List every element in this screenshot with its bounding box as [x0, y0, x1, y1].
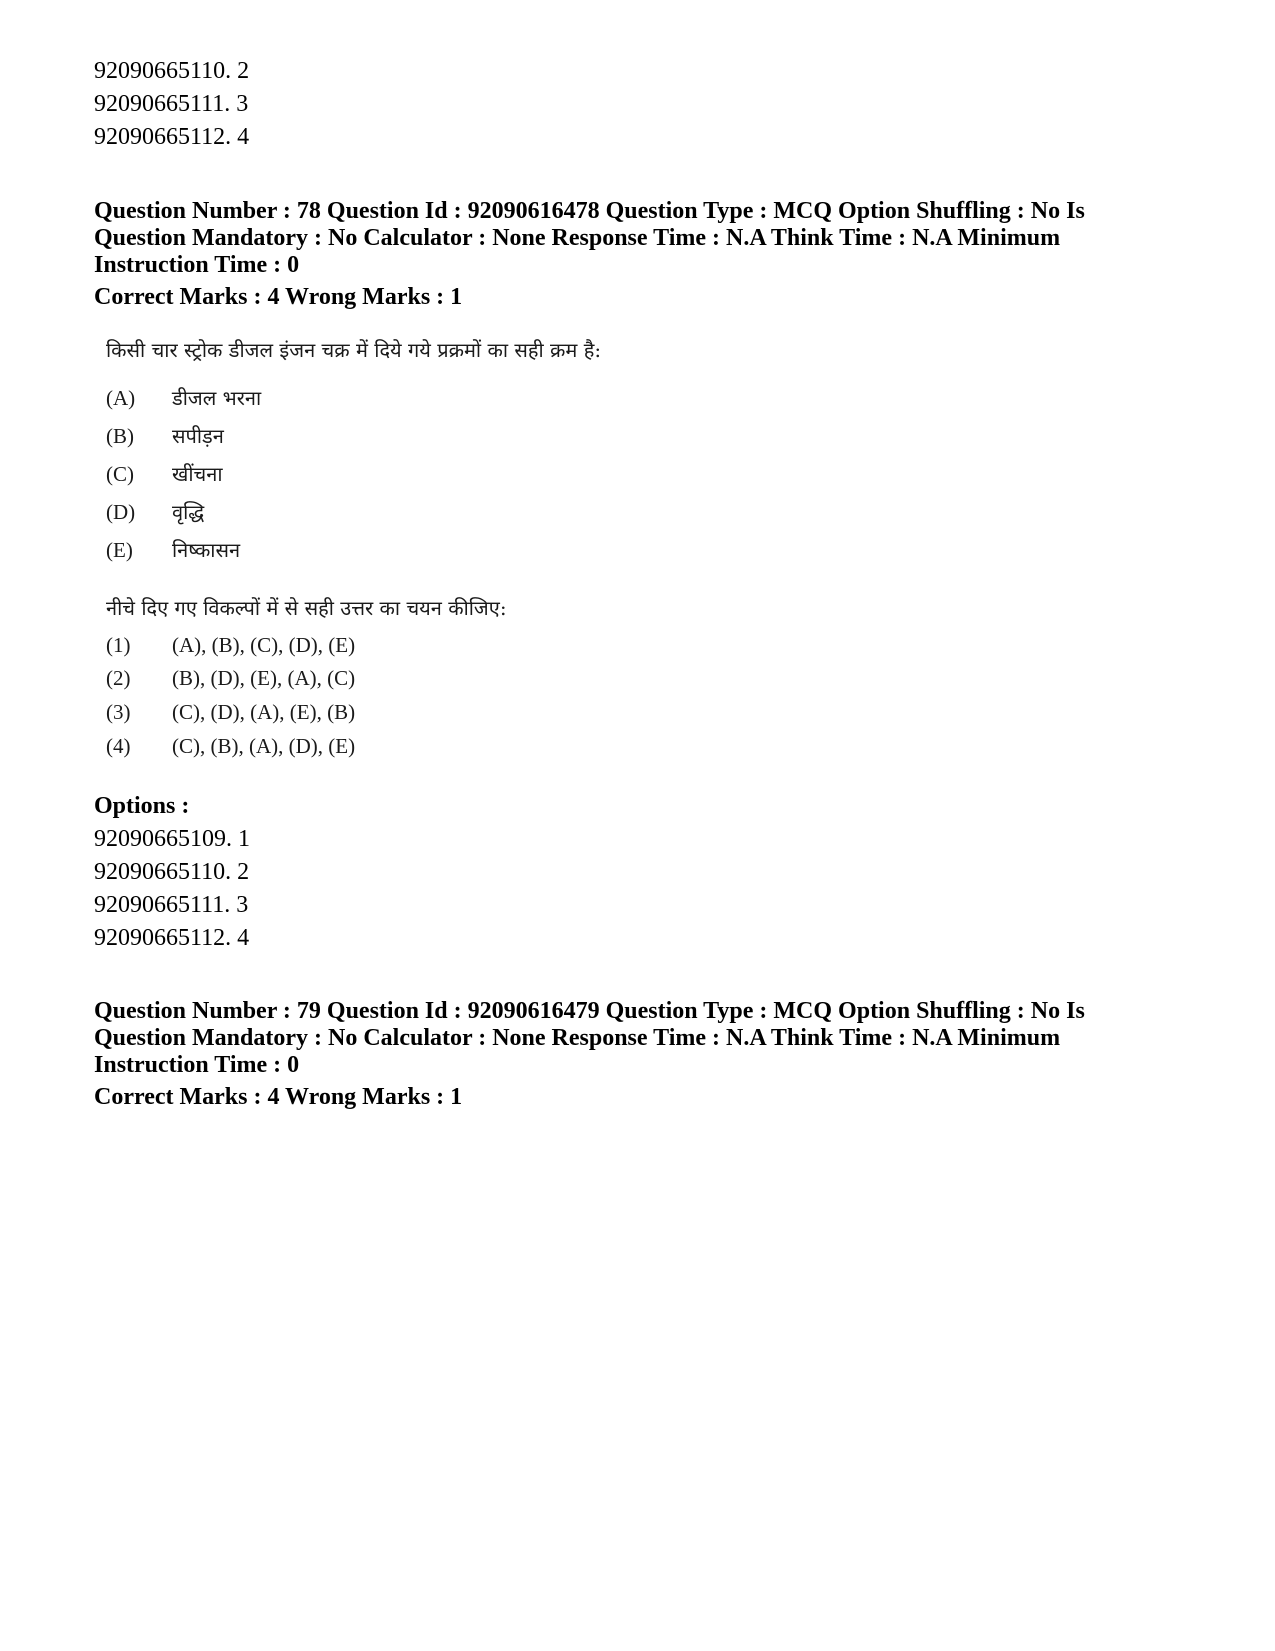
option-line: 92090665110. 2 [94, 58, 250, 84]
question-78-marks: Correct Marks : 4 Wrong Marks : 1 [94, 284, 463, 310]
question-stem: किसी चार स्ट्रोक डीजल इंजन चक्र में दिये गये प्रक्रमों का सही क्रम है: [106, 338, 602, 362]
item-text: खींचना [172, 462, 223, 486]
item-text: वृद्धि [172, 500, 205, 524]
option-line: 92090665111. 3 [94, 892, 249, 918]
choice-text: (C), (D), (A), (E), (B) [172, 700, 356, 724]
option-line: 92090665110. 2 [94, 859, 250, 885]
item-text: निष्कासन [172, 538, 241, 562]
item-text: डीजल भरना [172, 386, 262, 410]
item-row [106, 536, 240, 563]
question-instruction: नीचे दिए गए विकल्पों में से सही उत्तर का चयन कीजिए: [106, 596, 507, 620]
choice-text: (B), (D), (E), (A), (C) [172, 666, 356, 690]
item-label: (B) [106, 424, 134, 448]
item-row [106, 422, 224, 449]
choice-row [106, 633, 355, 658]
choice-label: (3) [106, 700, 131, 724]
choice-label: (2) [106, 666, 131, 690]
item-row [106, 384, 261, 411]
option-line: 92090665112. 4 [94, 124, 250, 150]
choice-row [106, 666, 355, 691]
question-79-header: Question Number : 79 Question Id : 92090616479 Question Type : MCQ Option Shuffling : No Is Question Mandatory : No Calculator : None Response Time : N.A Think Time : N.A Minimum Instruction Time : 0 [94, 998, 1085, 1078]
question-79-marks: Correct Marks : 4 Wrong Marks : 1 [94, 1084, 463, 1110]
item-label: (C) [106, 462, 134, 486]
choice-row [106, 700, 355, 725]
option-line: 92090665112. 4 [94, 925, 250, 951]
item-text: सपीड़न [172, 424, 224, 448]
item-label: (E) [106, 538, 133, 562]
choice-label: (4) [106, 734, 131, 758]
item-row [106, 460, 223, 487]
choice-text: (C), (B), (A), (D), (E) [172, 734, 356, 758]
question-78-header: Question Number : 78 Question Id : 92090616478 Question Type : MCQ Option Shuffling : No Is Question Mandatory : No Calculator : None Response Time : N.A Think Time : N.A Minimum Instruction Time : 0 [94, 198, 1085, 278]
item-label: (A) [106, 386, 136, 410]
choice-text: (A), (B), (C), (D), (E) [172, 633, 356, 657]
option-line: 92090665111. 3 [94, 91, 249, 117]
choice-row [106, 734, 355, 759]
choice-label: (1) [106, 633, 131, 657]
option-line: 92090665109. 1 [94, 826, 250, 852]
options-heading: Options : [94, 793, 190, 819]
item-label: (D) [106, 500, 136, 524]
item-row [106, 498, 204, 525]
